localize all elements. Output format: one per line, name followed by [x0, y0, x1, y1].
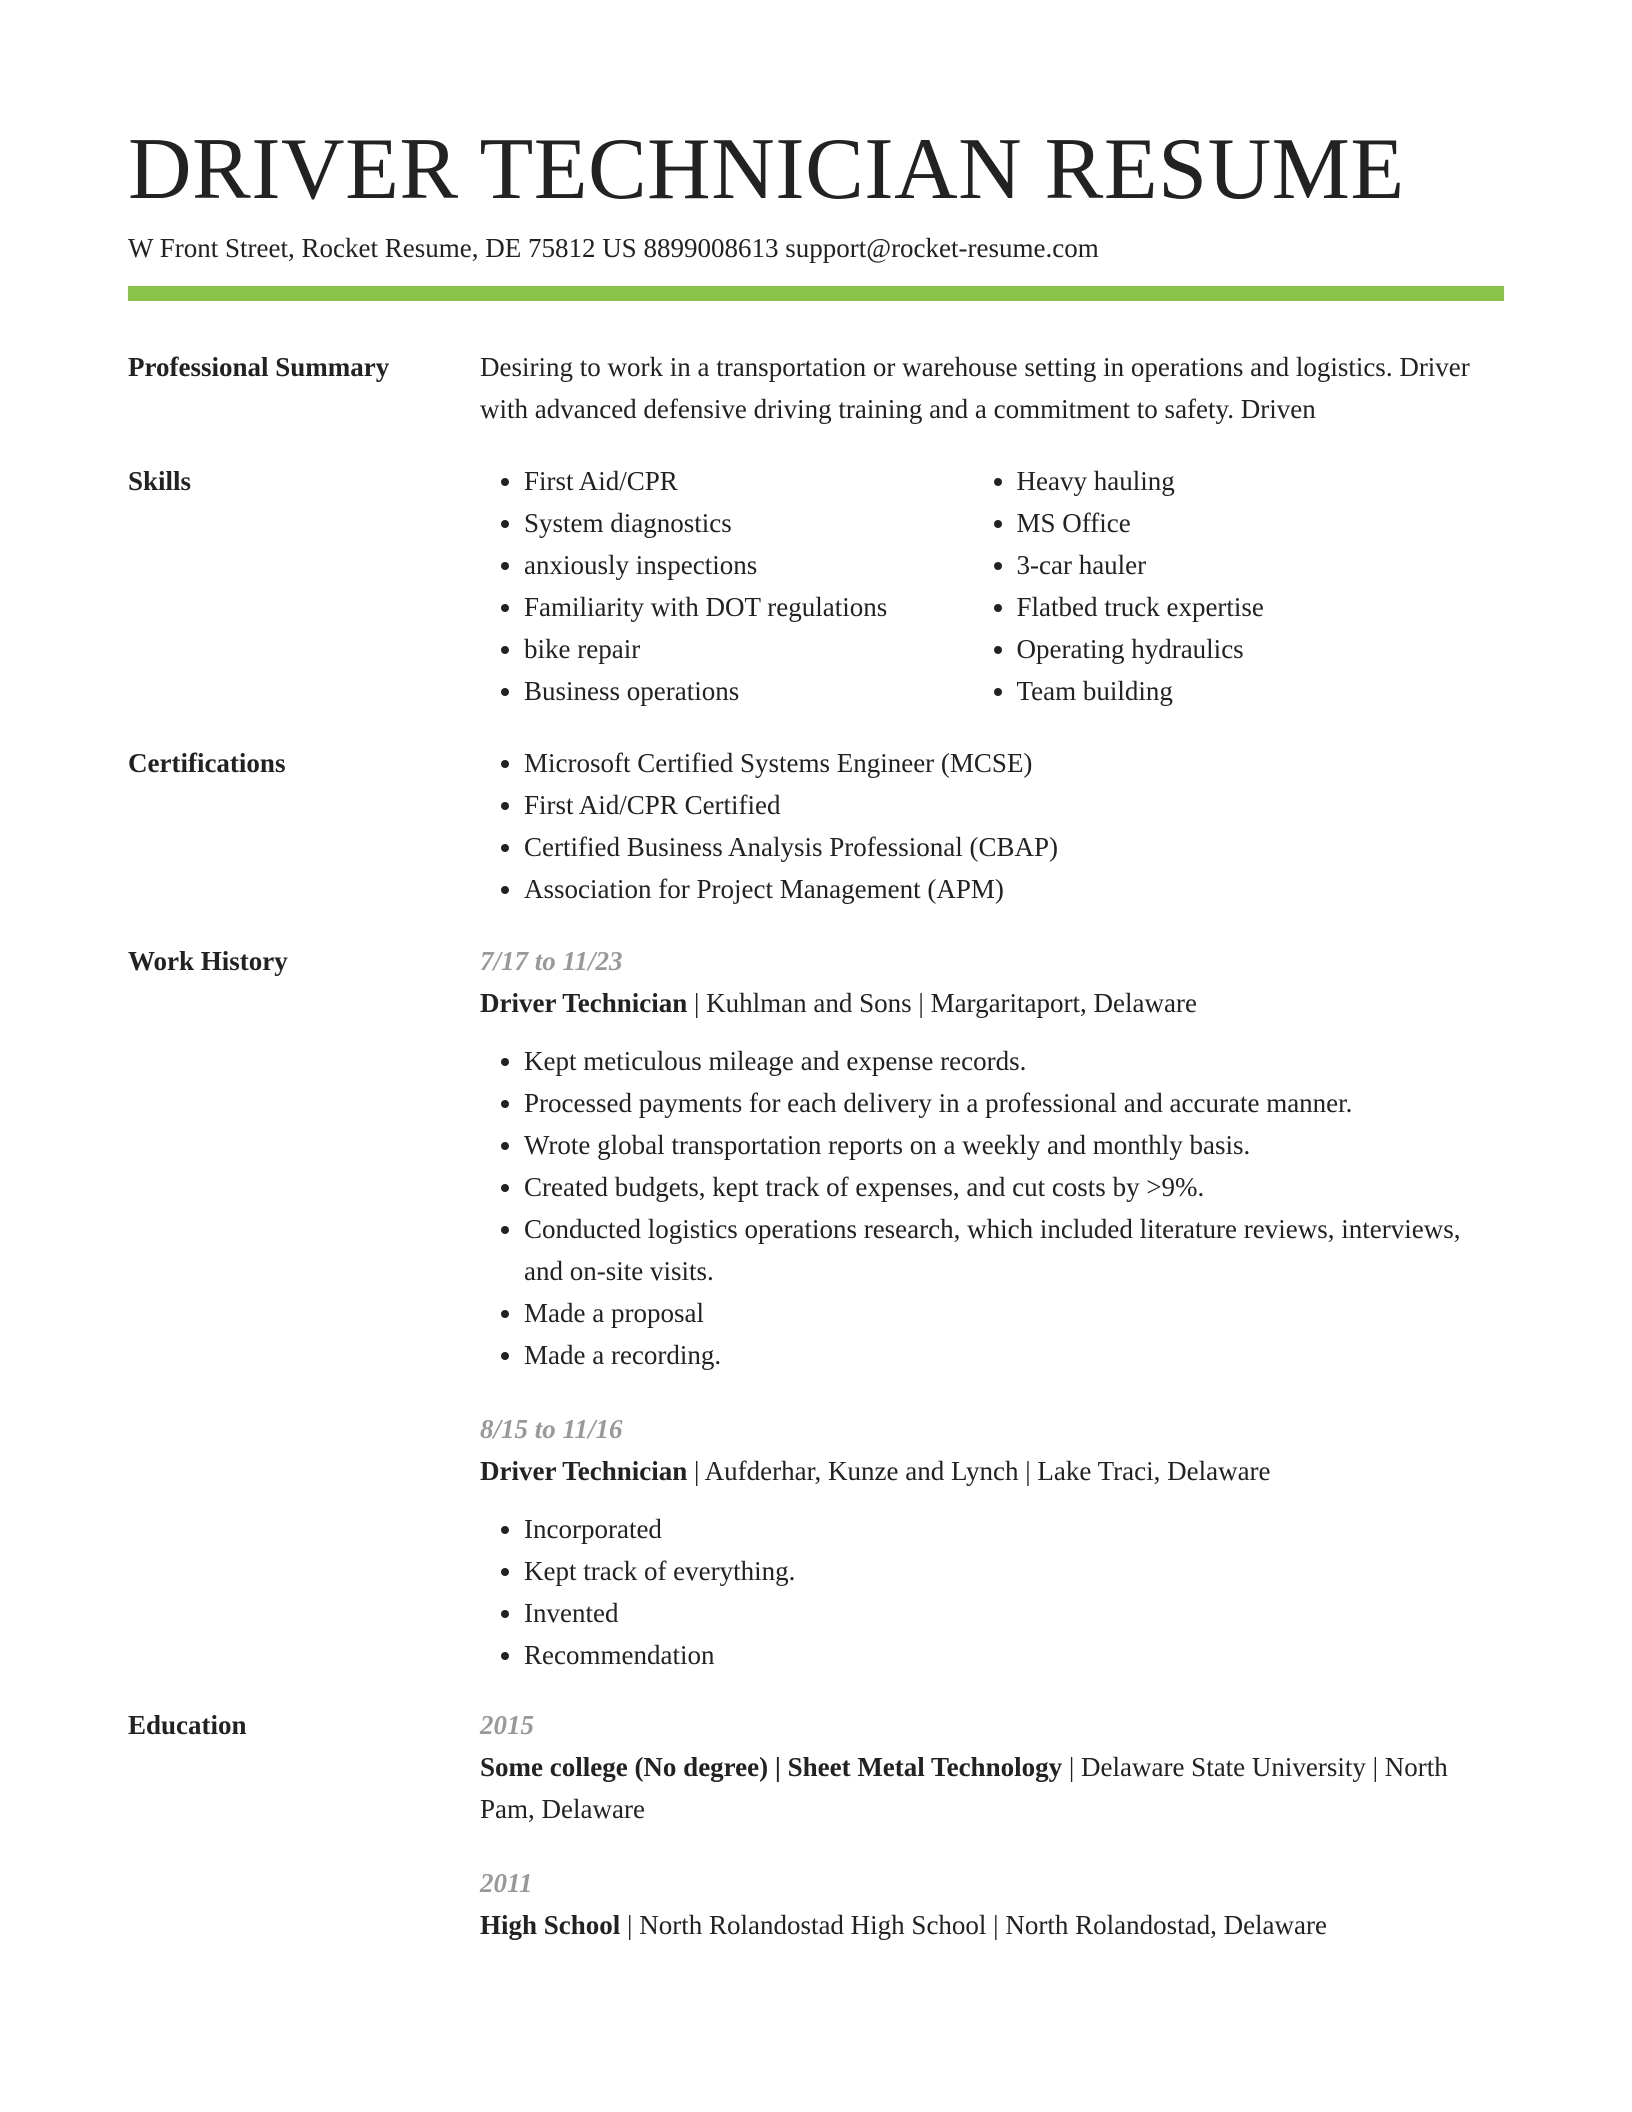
job-bullet: • Processed payments for each delivery in a professional and accurate manner.	[524, 1082, 1504, 1124]
section-label: Skills	[128, 466, 192, 496]
skill-item: • Familiarity with DOT regulations	[524, 586, 973, 628]
skills-columns	[480, 460, 1504, 712]
job-bullet: • Conducted logistics operations research, which included literature reviews, interviews, and on-site visits.	[524, 1208, 1504, 1292]
section-label: Work History	[128, 946, 288, 976]
job-heading	[480, 982, 1504, 1024]
job-bullet: • Invented	[524, 1592, 1504, 1634]
job-details: | Kuhlman and Sons | Margaritaport, Delaware	[687, 988, 1197, 1018]
skill-item: • 3-car hauler	[1017, 544, 1505, 586]
skill-item: • First Aid/CPR	[524, 460, 973, 502]
resume-header	[128, 118, 1504, 266]
job-bullet: • Recommendation	[524, 1634, 1504, 1676]
skills-list-left	[480, 460, 973, 712]
skill-item: • anxiously inspections	[524, 544, 973, 586]
education-heading	[480, 1904, 1504, 1946]
skill-item: • Team building	[1017, 670, 1505, 712]
education-year: 2011	[480, 1868, 533, 1898]
education-entry	[480, 1862, 1504, 1946]
job-bullet: • Made a recording.	[524, 1334, 1504, 1376]
job-bullets	[480, 1508, 1504, 1676]
certifications-list	[480, 742, 1504, 910]
education-body	[480, 1704, 1504, 1946]
job-details: | Aufderhar, Kunze and Lynch | Lake Traci, Delaware	[687, 1456, 1271, 1486]
job-bullet: • Kept meticulous mileage and expense records.	[524, 1040, 1504, 1082]
skill-item: • bike repair	[524, 628, 973, 670]
job-title: Driver Technician	[480, 1456, 688, 1486]
skill-item: • Flatbed truck expertise	[1017, 586, 1505, 628]
certifications-body	[480, 742, 1504, 910]
contact-line: W Front Street, Rocket Resume, DE 75812 US 8899008613 support@rocket-resume.com	[128, 233, 1099, 263]
skills-list-right	[973, 460, 1505, 712]
certification-item: • Association for Project Management (APM)	[524, 868, 1504, 910]
certification-item: • First Aid/CPR Certified	[524, 784, 1504, 826]
skill-item: • System diagnostics	[524, 502, 973, 544]
job-bullets	[480, 1040, 1504, 1376]
job-dates: 8/15 to 11/16	[480, 1414, 623, 1444]
education-year: 2015	[480, 1710, 534, 1740]
skill-item: • Heavy hauling	[1017, 460, 1505, 502]
section-label: Certifications	[128, 748, 286, 778]
job-bullet: • Created budgets, kept track of expenses, and cut costs by >9%.	[524, 1166, 1504, 1208]
education-degree: High School	[480, 1910, 621, 1940]
education-entry	[480, 1704, 1504, 1830]
job-entry	[480, 1408, 1504, 1676]
education-degree: Some college (No degree) | Sheet Metal Technology	[480, 1752, 1063, 1782]
skill-item: • Operating hydraulics	[1017, 628, 1505, 670]
certification-item: • Microsoft Certified Systems Engineer (MCSE)	[524, 742, 1504, 784]
job-bullet: • Incorporated	[524, 1508, 1504, 1550]
job-bullet: • Made a proposal	[524, 1292, 1504, 1334]
section-label: Professional Summary	[128, 352, 390, 382]
resume-title: DRIVER TECHNICIAN RESUME	[128, 121, 1405, 218]
job-bullet: • Kept track of everything.	[524, 1550, 1504, 1592]
education-details: | North Rolandostad High School | North Rolandostad, Delaware	[620, 1910, 1327, 1940]
accent-divider	[128, 286, 1504, 301]
education-details: | Delaware State University | North Pam, Delaware	[480, 1752, 1448, 1824]
job-heading	[480, 1450, 1504, 1492]
section-label: Education	[128, 1710, 247, 1740]
job-title: Driver Technician	[480, 988, 688, 1018]
skill-item: • MS Office	[1017, 502, 1505, 544]
work-history-body	[480, 940, 1504, 1676]
skill-item: • Business operations	[524, 670, 973, 712]
job-bullet: • Wrote global transportation reports on a weekly and monthly basis.	[524, 1124, 1504, 1166]
education-heading	[480, 1746, 1504, 1830]
summary-text: Desiring to work in a transportation or warehouse setting in operations and logistics. Driver with advanced defensive driving training and a commitment to safety. Driven	[480, 352, 1470, 424]
job-dates: 7/17 to 11/23	[480, 946, 623, 976]
job-entry	[480, 940, 1504, 1376]
certification-item: • Certified Business Analysis Professional (CBAP)	[524, 826, 1504, 868]
